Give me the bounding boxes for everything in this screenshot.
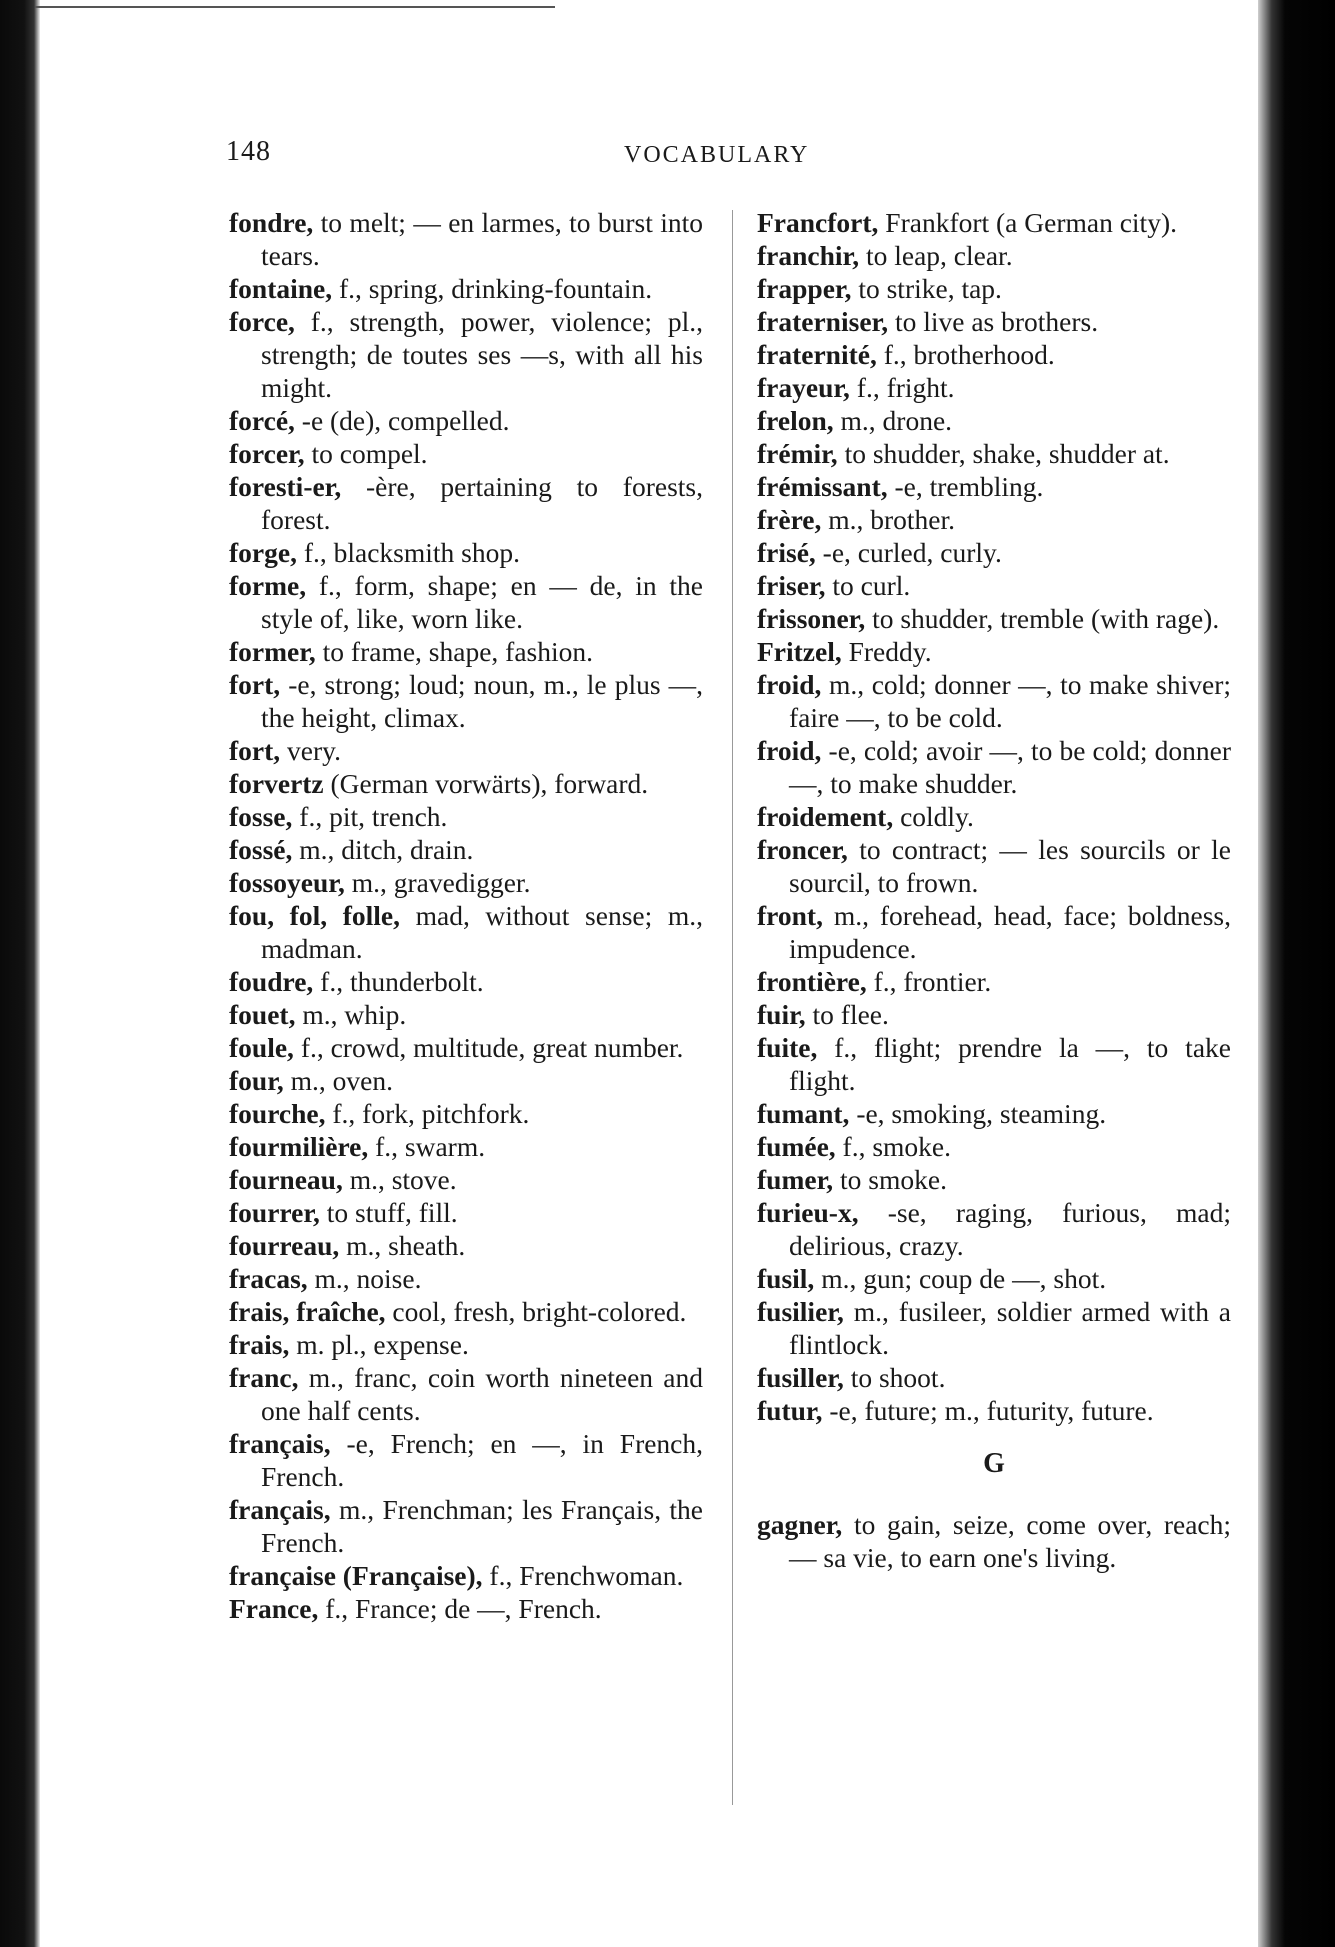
entry-headword: force, (229, 306, 295, 337)
entry-headword: front, (757, 900, 823, 931)
entry-definition: -e, strong; loud; noun, m., le plus —, the height, climax. (261, 669, 703, 733)
entry-headword: français, (229, 1494, 331, 1525)
entry-definition: m., gravedigger. (351, 867, 531, 898)
entry-headword: fourneau, (229, 1164, 343, 1195)
entry-definition: to strike, tap. (858, 273, 1002, 304)
entry-definition: -e, cold; avoir —, to be cold; donner —, to make shudder. (789, 735, 1231, 799)
vocab-entry (229, 437, 703, 470)
vocab-entry (229, 569, 703, 635)
column-divider (732, 210, 733, 1805)
entry-definition: f., fork, pitchfork. (332, 1098, 530, 1129)
vocab-entry (229, 536, 703, 569)
entry-headword: froid, (757, 669, 822, 700)
entry-headword: forvertz (229, 768, 324, 799)
letter-heading: G (983, 1448, 1005, 1479)
vocab-entry (229, 1229, 703, 1262)
entry-headword: fusilier, (757, 1296, 844, 1327)
entry-definition: -e, trembling. (894, 471, 1044, 502)
entry-definition: f., pit, trench. (299, 801, 448, 832)
vocab-entry (757, 1031, 1231, 1097)
entry-headword: former, (229, 636, 316, 667)
entry-headword: frémissant, (757, 471, 888, 502)
right-column-entries (757, 206, 1231, 1427)
vocab-entry (229, 1361, 703, 1427)
entry-definition: -e, French; en —, in French, French. (261, 1428, 704, 1492)
entry-headword: frontière, (757, 966, 867, 997)
vocab-entry (757, 998, 1231, 1031)
entry-definition: m., whip. (302, 999, 407, 1030)
entry-headword: fourreau, (229, 1230, 340, 1261)
entry-headword: France, (229, 1593, 319, 1624)
entry-headword: gagner, (757, 1509, 843, 1540)
vocab-entry (229, 1196, 703, 1229)
entry-definition: -e, smoking, steaming. (856, 1098, 1107, 1129)
vocab-entry (229, 734, 703, 767)
entry-definition: to smoke. (840, 1164, 947, 1195)
entry-definition: Freddy. (848, 636, 932, 667)
vocab-entry (229, 1592, 703, 1625)
vocab-entry (229, 866, 703, 899)
vocab-entry (757, 602, 1231, 635)
vocab-entry (757, 635, 1231, 668)
vocab-entry (229, 1064, 703, 1097)
entry-headword: froncer, (757, 834, 848, 865)
vocab-entry (757, 206, 1231, 239)
entry-headword: frémir, (757, 438, 838, 469)
entry-definition: m., sheath. (346, 1230, 466, 1261)
vocab-entry (229, 470, 703, 536)
entry-headword: fumer, (757, 1164, 834, 1195)
entry-headword: frayeur, (757, 372, 850, 403)
entry-headword: fontaine, (229, 273, 333, 304)
entry-headword: fossé, (229, 834, 293, 865)
vocab-entry (229, 800, 703, 833)
entry-headword: furieu-x, (757, 1197, 859, 1228)
entry-headword: forge, (229, 537, 297, 568)
entry-definition: to stuff, fill. (326, 1197, 458, 1228)
vocab-entry (757, 1361, 1231, 1394)
entry-headword: frère, (757, 504, 822, 535)
entry-headword: friser, (757, 570, 826, 601)
entry-definition: Frankfort (a German city). (885, 207, 1177, 238)
entry-definition: f., flight; prendre la —, to take flight. (789, 1032, 1231, 1096)
vocab-entry (757, 800, 1231, 833)
entry-headword: fouet, (229, 999, 296, 1030)
vocab-entry (757, 338, 1231, 371)
entry-definition: m., oven. (290, 1065, 393, 1096)
entry-headword: froid, (757, 735, 822, 766)
entry-definition: f., form, shape; en — de, in the style of, like, worn like. (261, 570, 703, 634)
entry-definition: to shudder, tremble (with rage). (872, 603, 1220, 634)
entry-definition: m., stove. (349, 1164, 457, 1195)
entry-definition: -e (de), compelled. (301, 405, 510, 436)
entry-definition: m., drone. (840, 405, 953, 436)
entry-headword: fusiller, (757, 1362, 844, 1393)
vocab-entry (757, 536, 1231, 569)
entry-headword: foule, (229, 1032, 294, 1063)
entry-definition: to compel. (311, 438, 428, 469)
entry-definition: f., strength, power, violence; pl., strength; de toutes ses —s, with all his might. (261, 306, 703, 403)
entry-headword: franchir, (757, 240, 860, 271)
vocab-entry (757, 833, 1231, 899)
vocab-entry (229, 668, 703, 734)
vocab-entry (757, 1295, 1231, 1361)
entry-definition: -se, raging, furious, mad; delirious, crazy. (789, 1197, 1231, 1261)
vocab-entry (229, 1031, 703, 1064)
vocab-entry (229, 635, 703, 668)
entry-definition: m. pl., expense. (296, 1329, 469, 1360)
left-column (229, 206, 703, 1625)
entry-headword: fourrer, (229, 1197, 320, 1228)
entry-definition: cool, fresh, bright-colored. (392, 1296, 687, 1327)
vocab-entry (757, 1394, 1231, 1427)
vocab-entry (229, 1163, 703, 1196)
entry-definition: -ère, pertaining to forests, forest. (261, 471, 703, 535)
right-column-entries-g (757, 1508, 1231, 1574)
vocab-entry (757, 569, 1231, 602)
vocab-entry (229, 767, 703, 800)
vocab-entry (229, 965, 703, 998)
entry-definition: -e, future; m., futurity, future. (829, 1395, 1154, 1426)
vocab-entry (757, 668, 1231, 734)
entry-definition: f., Frenchwoman. (489, 1560, 684, 1591)
entry-headword: franc, (229, 1362, 299, 1393)
entry-definition: -e, curled, curly. (822, 537, 1002, 568)
scan-left-edge (0, 0, 40, 1947)
entry-definition: f., swarm. (375, 1131, 486, 1162)
entry-definition: (German vorwärts), forward. (330, 768, 649, 799)
entry-definition: m., brother. (828, 504, 956, 535)
vocab-entry (757, 1262, 1231, 1295)
vocab-entry (757, 1130, 1231, 1163)
entry-headword: frais, (229, 1329, 290, 1360)
entry-definition: to contract; — les sourcils or le sourcil, to frown. (789, 834, 1232, 898)
entry-definition: to live as brothers. (894, 306, 1099, 337)
entry-definition: coldly. (900, 801, 974, 832)
vocab-entry (757, 305, 1231, 338)
entry-definition: to gain, seize, come over, reach; — sa vie, to earn one's living. (789, 1509, 1231, 1573)
vocab-entry (757, 1097, 1231, 1130)
vocab-entry (757, 1163, 1231, 1196)
entry-headword: frapper, (757, 273, 852, 304)
entry-definition: f., smoke. (842, 1131, 951, 1162)
entry-headword: fraterniser, (757, 306, 889, 337)
entry-headword: fumée, (757, 1131, 836, 1162)
entry-headword: forcé, (229, 405, 295, 436)
entry-headword: Fritzel, (757, 636, 842, 667)
entry-definition: to shudder, shake, shudder at. (844, 438, 1170, 469)
entry-headword: foudre, (229, 966, 314, 997)
entry-headword: fuir, (757, 999, 806, 1030)
entry-definition: m., cold; donner —, to make shiver; faire —, to be cold. (789, 669, 1232, 733)
vocab-entry (229, 206, 703, 272)
entry-definition: to flee. (812, 999, 889, 1030)
entry-definition: f., thunderbolt. (320, 966, 484, 997)
vocab-entry (757, 965, 1231, 998)
entry-definition: m., gun; coup de —, shot. (821, 1263, 1107, 1294)
entry-headword: fort, (229, 735, 281, 766)
vocab-entry (229, 833, 703, 866)
vocab-entry (229, 1130, 703, 1163)
entry-headword: fondre, (229, 207, 314, 238)
entry-definition: m., franc, coin worth nineteen and one half cents. (261, 1362, 703, 1426)
vocab-entry (229, 1427, 703, 1493)
vocab-entry (757, 470, 1231, 503)
vocab-entry (757, 1508, 1231, 1574)
entry-definition: f., blacksmith shop. (303, 537, 520, 568)
entry-definition: f., France; de —, French. (325, 1593, 602, 1624)
vocab-entry (229, 998, 703, 1031)
entry-headword: fou, fol, folle, (229, 900, 400, 931)
entry-headword: Francfort, (757, 207, 879, 238)
entry-headword: fumant, (757, 1098, 850, 1129)
vocab-entry (757, 272, 1231, 305)
entry-headword: française (Française), (229, 1560, 483, 1591)
entry-headword: futur, (757, 1395, 823, 1426)
entry-definition: to curl. (832, 570, 911, 601)
vocab-entry (757, 1196, 1231, 1262)
entry-headword: frissoner, (757, 603, 866, 634)
running-title: VOCABULARY (624, 142, 810, 168)
entry-definition: f., frontier. (873, 966, 992, 997)
vocab-entry (229, 1328, 703, 1361)
page-number: 148 (226, 136, 271, 167)
vocab-entry (757, 899, 1231, 965)
vocab-entry (229, 1559, 703, 1592)
entry-definition: f., crowd, multitude, great number. (300, 1032, 684, 1063)
entry-headword: fracas, (229, 1263, 308, 1294)
entry-definition: m., noise. (314, 1263, 422, 1294)
entry-definition: to frame, shape, fashion. (322, 636, 593, 667)
entry-headword: forme, (229, 570, 307, 601)
vocab-entry (229, 1295, 703, 1328)
entry-headword: fusil, (757, 1263, 815, 1294)
vocab-entry (757, 437, 1231, 470)
entry-headword: fosse, (229, 801, 293, 832)
vocab-entry (757, 503, 1231, 536)
entry-definition: f., fright. (856, 372, 955, 403)
entry-headword: fuite, (757, 1032, 818, 1063)
entry-definition: f., brotherhood. (883, 339, 1055, 370)
entry-definition: m., forehead, head, face; boldness, impudence. (789, 900, 1231, 964)
entry-headword: foresti-er, (229, 471, 342, 502)
entry-headword: frais, fraîche, (229, 1296, 386, 1327)
vocab-entry (757, 734, 1231, 800)
vocab-entry (757, 371, 1231, 404)
entry-definition: f., spring, drinking-fountain. (339, 273, 653, 304)
entry-definition: m., fusileer, soldier armed with a flintlock. (789, 1296, 1232, 1360)
entry-definition: mad, without sense; m., madman. (261, 900, 703, 964)
scan-right-edge (1258, 0, 1335, 1947)
vocab-entry (229, 1493, 703, 1559)
entry-headword: froidement, (757, 801, 894, 832)
entry-definition: to leap, clear. (865, 240, 1013, 271)
entry-definition: m., Frenchman; les Français, the French. (261, 1494, 704, 1558)
entry-headword: fort, (229, 669, 281, 700)
vocab-entry (229, 1262, 703, 1295)
entry-headword: four, (229, 1065, 284, 1096)
entry-headword: fraternité, (757, 339, 877, 370)
entry-headword: frisé, (757, 537, 816, 568)
vocab-entry (229, 305, 703, 404)
entry-headword: fossoyeur, (229, 867, 345, 898)
right-column (757, 206, 1231, 1574)
entry-definition: to melt; — en larmes, to burst into tears. (261, 207, 703, 271)
vocab-entry (229, 272, 703, 305)
scan-top-rule (35, 6, 555, 8)
entry-headword: frelon, (757, 405, 834, 436)
vocab-entry (757, 239, 1231, 272)
entry-headword: forcer, (229, 438, 305, 469)
entry-headword: français, (229, 1428, 331, 1459)
vocab-entry (229, 1097, 703, 1130)
entry-headword: fourche, (229, 1098, 326, 1129)
entry-definition: very. (287, 735, 341, 766)
entry-definition: to shoot. (850, 1362, 946, 1393)
vocab-entry (229, 404, 703, 437)
vocab-entry (229, 899, 703, 965)
vocab-entry (757, 404, 1231, 437)
entry-headword: fourmilière, (229, 1131, 369, 1162)
entry-definition: m., ditch, drain. (299, 834, 474, 865)
